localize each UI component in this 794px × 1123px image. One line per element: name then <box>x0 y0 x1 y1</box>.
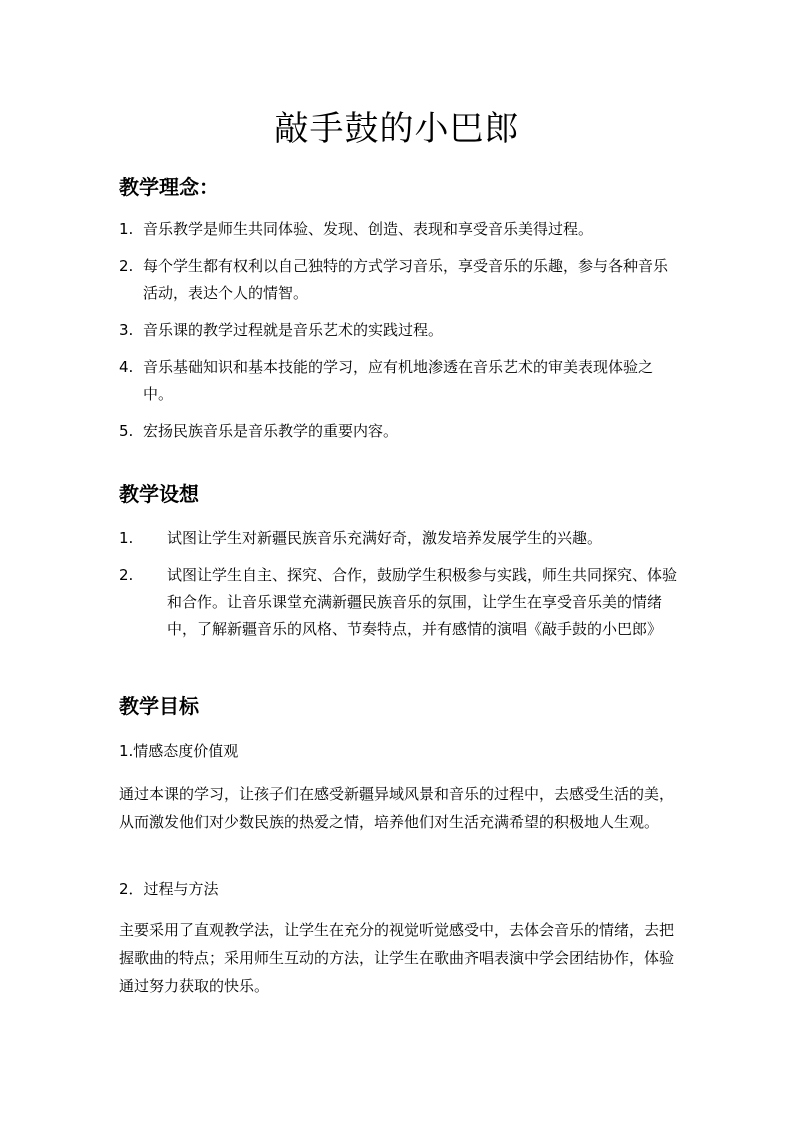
list-item-text: 试图让学生自主、探究、合作，鼓励学生积极参与实践，师生共同探究、体验和合作。让音乐课堂充满新疆民族音乐的氛围，让学生在享受音乐美的情绪中，了解新疆音乐的风格、节奏特点，并有感情的演唱《敲手鼓的小巴郎》 <box>167 566 678 638</box>
list-number: 1. <box>119 220 134 238</box>
list-item <box>119 418 679 445</box>
list-number: 3. <box>119 321 134 339</box>
document-title: 敲手鼓的小巴郎 <box>274 109 520 149</box>
list-item-text: 音乐基础知识和基本技能的学习，应有机地渗透在音乐艺术的审美表现体验之中。 <box>143 358 654 403</box>
list-item <box>119 354 679 408</box>
paragraph-process-methods: 主要采用了直观教学法，让学生在充分的视觉听觉感受中，去体会音乐的情绪，去把握歌曲的特点；采用师生互动的方法，让学生在歌曲齐唱表演中学会团结协作，体验通过努力获取的快乐。 <box>119 921 675 995</box>
list-number: 2. <box>119 257 134 275</box>
list-item <box>119 216 679 243</box>
subheading-process-methods: 2．过程与方法 <box>119 880 219 898</box>
list-item-text: 试图让学生对新疆民族音乐充满好奇，激发培养发展学生的兴趣。 <box>167 529 603 547</box>
teaching-concept-list <box>119 525 679 653</box>
teaching-philosophy-list <box>119 216 679 455</box>
list-item <box>119 525 679 552</box>
list-item <box>119 253 679 307</box>
list-item <box>119 317 679 344</box>
section-heading-teaching-objectives: 教学目标 <box>119 694 199 718</box>
list-item-text: 宏扬民族音乐是音乐教学的重要内容。 <box>143 422 399 440</box>
subheading-emotion-values: 1.情感态度价值观 <box>119 742 239 760</box>
list-number: 1. <box>119 529 134 547</box>
paragraph-emotion-values: 通过本课的学习，让孩子们在感受新疆异域风景和音乐的过程中，去感受生活的美，从而激发他们对少数民族的热爱之情，培养他们对生活充满希望的积极地人生观。 <box>119 785 675 831</box>
list-number: 4. <box>119 358 134 376</box>
list-number: 2. <box>119 566 134 584</box>
section-heading-teaching-philosophy: 教学理念： <box>119 175 219 199</box>
list-item-text: 音乐课的教学过程就是音乐艺术的实践过程。 <box>143 321 444 339</box>
list-number: 5. <box>119 422 134 440</box>
list-item <box>119 562 679 643</box>
list-item-text: 音乐教学是师生共同体验、发现、创造、表现和享受音乐美得过程。 <box>143 220 594 238</box>
list-item-text: 每个学生都有权利以自己独特的方式学习音乐，享受音乐的乐趣，参与各种音乐活动，表达个人的情智。 <box>143 257 669 302</box>
section-heading-teaching-concept: 教学设想 <box>119 482 199 506</box>
